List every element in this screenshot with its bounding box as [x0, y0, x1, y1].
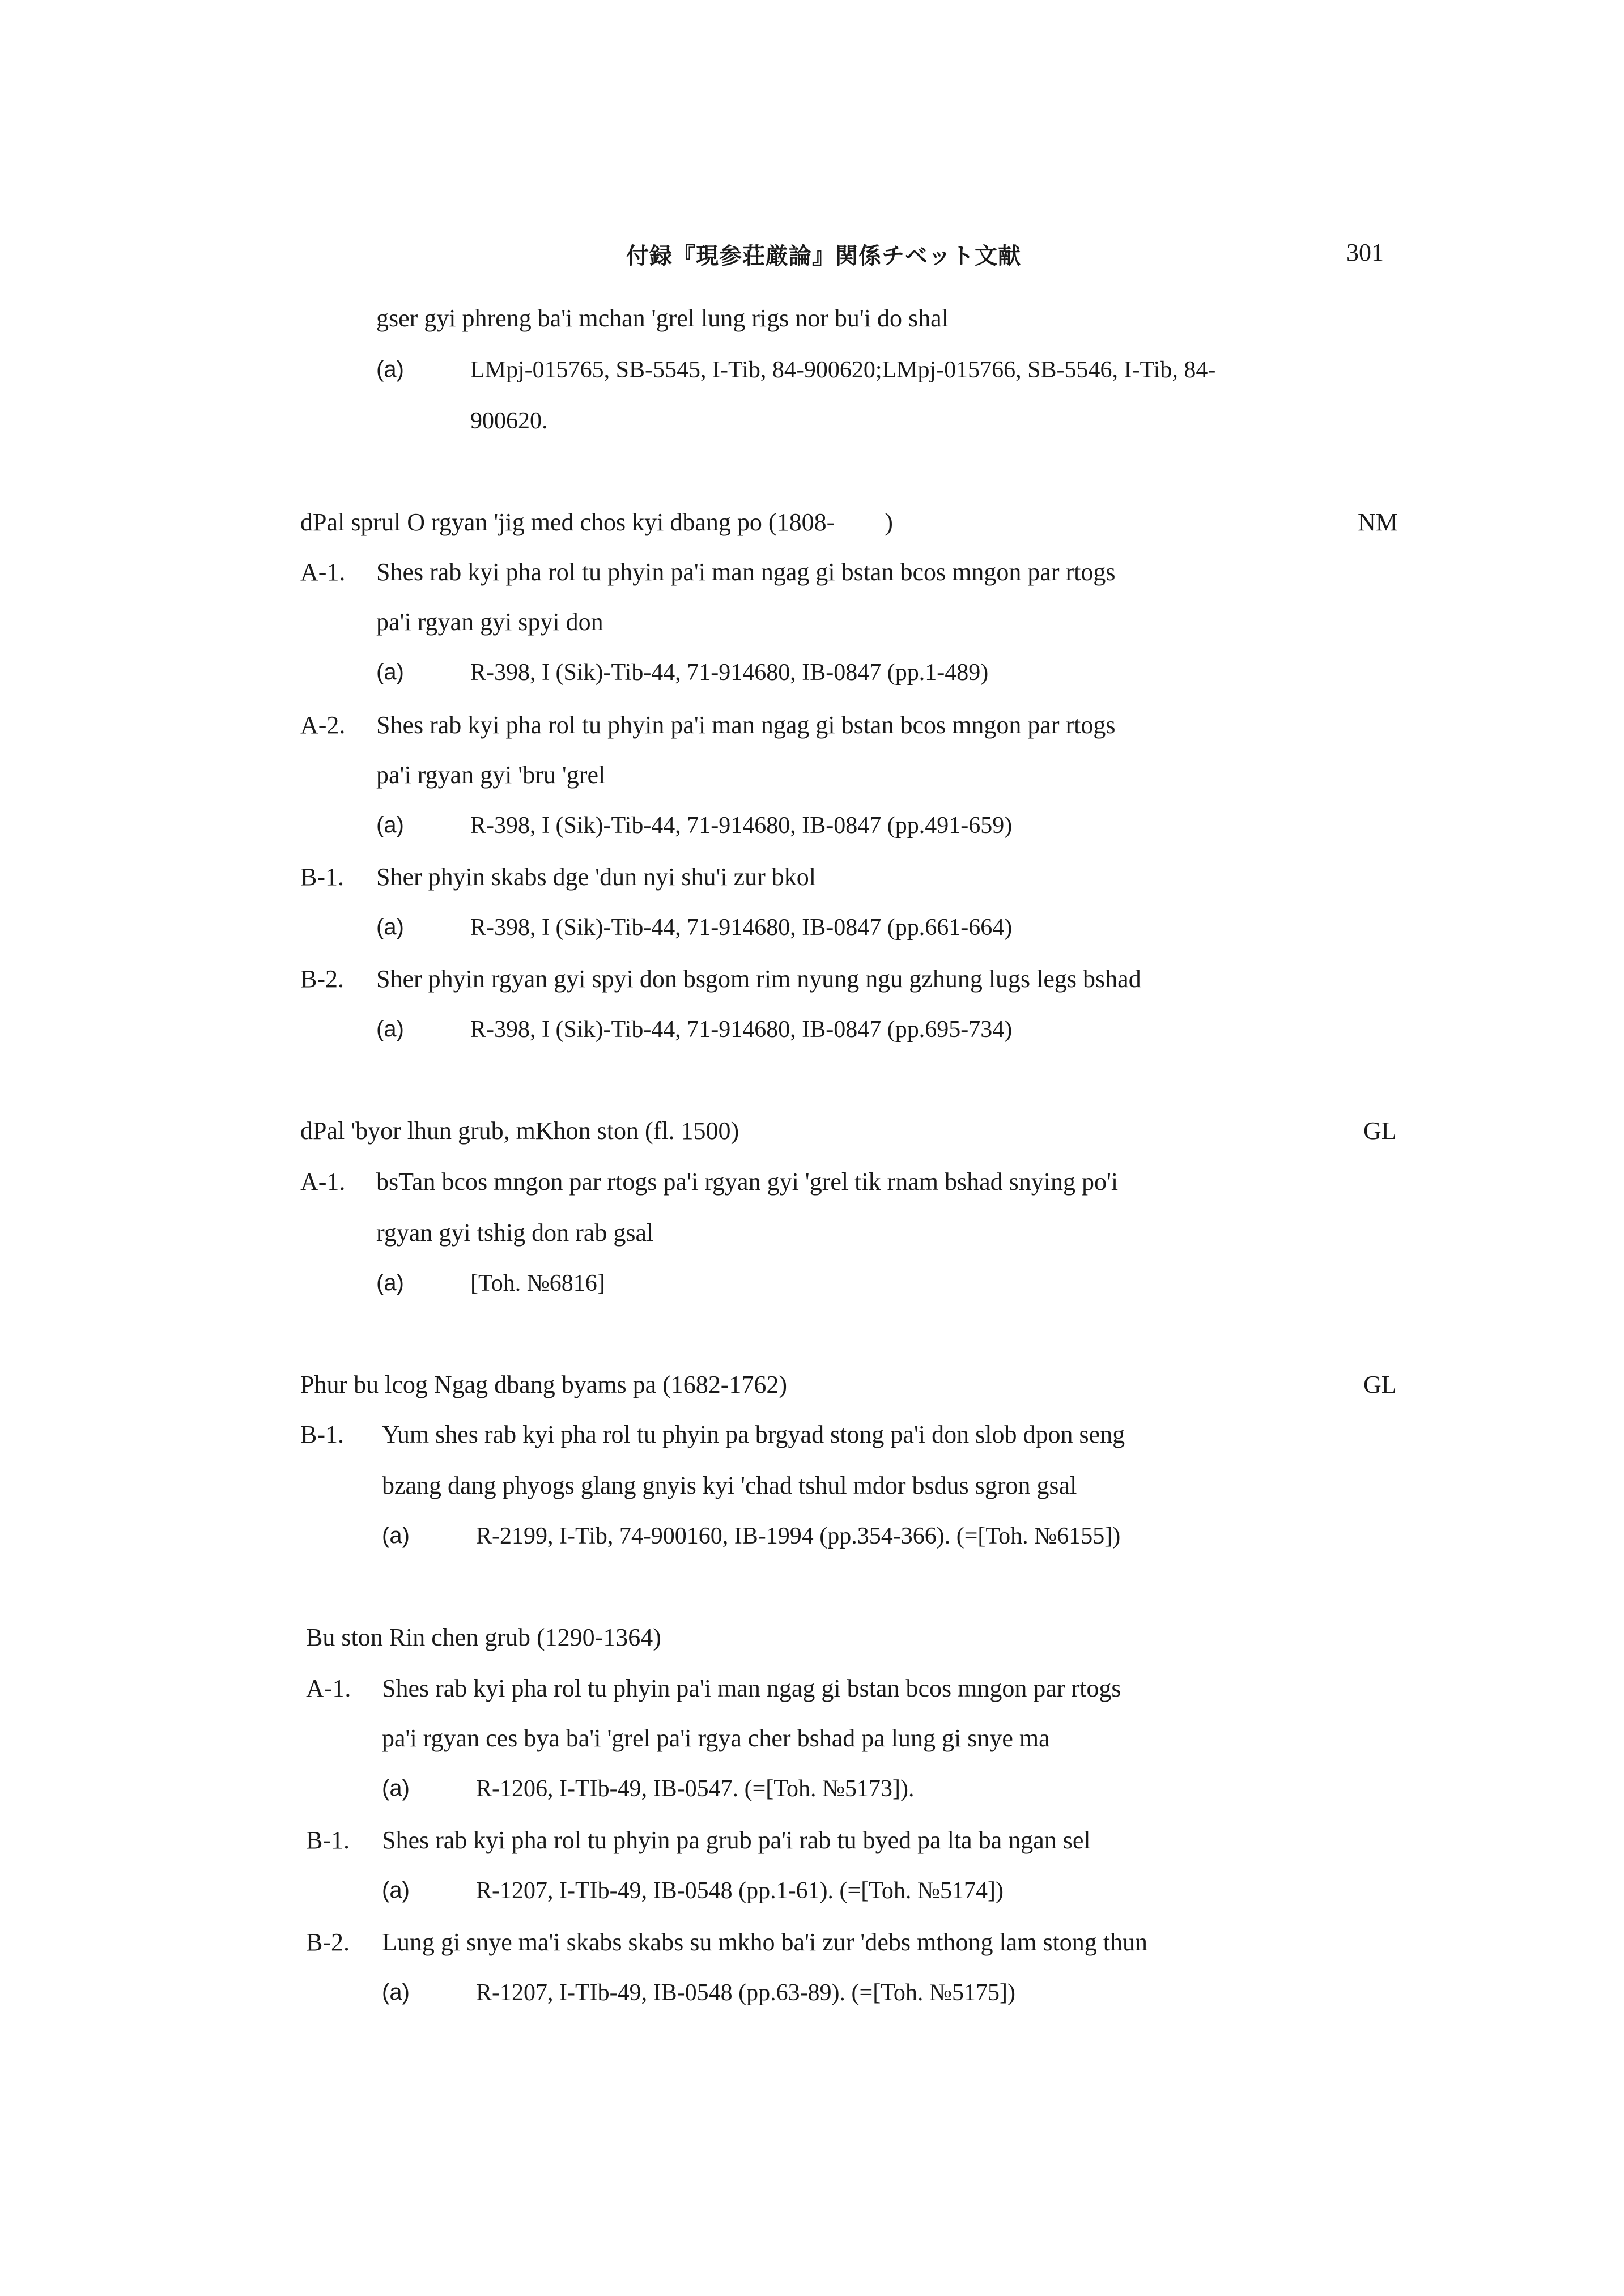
work-label: A-2.: [300, 711, 346, 739]
school-tag: NM: [1358, 508, 1398, 536]
running-title: 付録『現参荘厳論』関係チベット文献: [626, 243, 1021, 269]
work-label: B-2.: [300, 965, 344, 993]
work-title-cont: pa'i rgyan gyi spyi don: [376, 608, 603, 636]
ref-label: (a): [376, 915, 404, 939]
work-title: Sher phyin skabs dge 'dun nyi shu'i zur bkol: [376, 863, 817, 891]
work-title-cont: bzang dang phyogs glang gnyis kyi 'chad tshul mdor bsdus sgron gsal: [382, 1472, 1077, 1499]
reference-line: 900620.: [470, 408, 548, 434]
work-label: B-1.: [306, 1826, 350, 1854]
work-title: bsTan bcos mngon par rtogs pa'i rgyan gyi 'grel tik rnam bshad snying po'i: [376, 1168, 1119, 1196]
author-heading: dPal sprul O rgyan 'jig med chos kyi dbang po (1808- ): [300, 508, 893, 536]
work-title: Shes rab kyi pha rol tu phyin pa'i man ngag gi bstan bcos mngon par rtogs: [376, 558, 1116, 586]
ref-label: (a): [382, 1878, 410, 1903]
reference-line: R-1206, I-TIb-49, IB-0547. (=[Toh. №5173]).: [476, 1776, 915, 1802]
work-label: A-1.: [300, 1168, 346, 1196]
ref-label: (a): [382, 1523, 410, 1548]
continued-title-line: gser gyi phreng ba'i mchan 'grel lung rigs nor bu'i do shal: [376, 304, 949, 332]
author-heading: Bu ston Rin chen grub (1290-1364): [306, 1623, 661, 1651]
work-label: B-2.: [306, 1928, 350, 1956]
reference-line: LMpj-015765, SB-5545, I-Tib, 84-900620;LMpj-015766, SB-5546, I-Tib, 84-: [470, 357, 1216, 383]
work-label: B-1.: [300, 1421, 344, 1448]
reference-line: R-1207, I-TIb-49, IB-0548 (pp.1-61). (=[Toh. №5174]): [476, 1878, 1004, 1904]
reference-line: R-398, I (Sik)-Tib-44, 71-914680, IB-0847 (pp.695-734): [470, 1017, 1013, 1043]
work-title-cont: pa'i rgyan gyi 'bru 'grel: [376, 761, 606, 789]
author-heading: Phur bu lcog Ngag dbang byams pa (1682-1762): [300, 1371, 788, 1398]
school-tag: GL: [1363, 1117, 1397, 1145]
reference-line: R-1207, I-TIb-49, IB-0548 (pp.63-89). (=[Toh. №5175]): [476, 1980, 1015, 2006]
work-title-cont: rgyan gyi tshig don rab gsal: [376, 1219, 654, 1247]
ref-label: (a): [376, 813, 404, 837]
work-title: Sher phyin rgyan gyi spyi don bsgom rim nyung ngu gzhung lugs legs bshad: [376, 965, 1141, 993]
work-title-cont: pa'i rgyan ces bya ba'i 'grel pa'i rgya cher bshad pa lung gi snye ma: [382, 1724, 1050, 1752]
work-title: Shes rab kyi pha rol tu phyin pa grub pa'i rab tu byed pa lta ba ngan sel: [382, 1826, 1091, 1854]
school-tag: GL: [1363, 1371, 1397, 1398]
work-title: Yum shes rab kyi pha rol tu phyin pa brgyad stong pa'i don slob dpon seng: [382, 1421, 1125, 1448]
work-title: Shes rab kyi pha rol tu phyin pa'i man ngag gi bstan bcos mngon par rtogs: [382, 1674, 1121, 1702]
ref-label: (a): [376, 357, 404, 382]
reference-line: R-2199, I-Tib, 74-900160, IB-1994 (pp.354-366). (=[Toh. №6155]): [476, 1523, 1121, 1549]
work-title: Shes rab kyi pha rol tu phyin pa'i man ngag gi bstan bcos mngon par rtogs: [376, 711, 1116, 739]
ref-label: (a): [382, 1980, 410, 2005]
ref-label: (a): [382, 1776, 410, 1801]
work-label: A-1.: [300, 558, 346, 586]
author-heading: dPal 'byor lhun grub, mKhon ston (fl. 1500): [300, 1117, 739, 1145]
reference-line: R-398, I (Sik)-Tib-44, 71-914680, IB-0847 (pp.661-664): [470, 915, 1013, 941]
ref-label: (a): [376, 1270, 404, 1295]
reference-line: [Toh. №6816]: [470, 1270, 605, 1296]
ref-label: (a): [376, 1017, 404, 1041]
ref-label: (a): [376, 660, 404, 684]
work-label: B-1.: [300, 863, 344, 891]
reference-line: R-398, I (Sik)-Tib-44, 71-914680, IB-0847 (pp.491-659): [470, 813, 1013, 839]
work-label: A-1.: [306, 1674, 351, 1702]
page-number: 301: [1346, 239, 1384, 266]
work-title: Lung gi snye ma'i skabs skabs su mkho ba'i zur 'debs mthong lam stong thun: [382, 1928, 1148, 1956]
reference-line: R-398, I (Sik)-Tib-44, 71-914680, IB-0847 (pp.1-489): [470, 660, 989, 686]
